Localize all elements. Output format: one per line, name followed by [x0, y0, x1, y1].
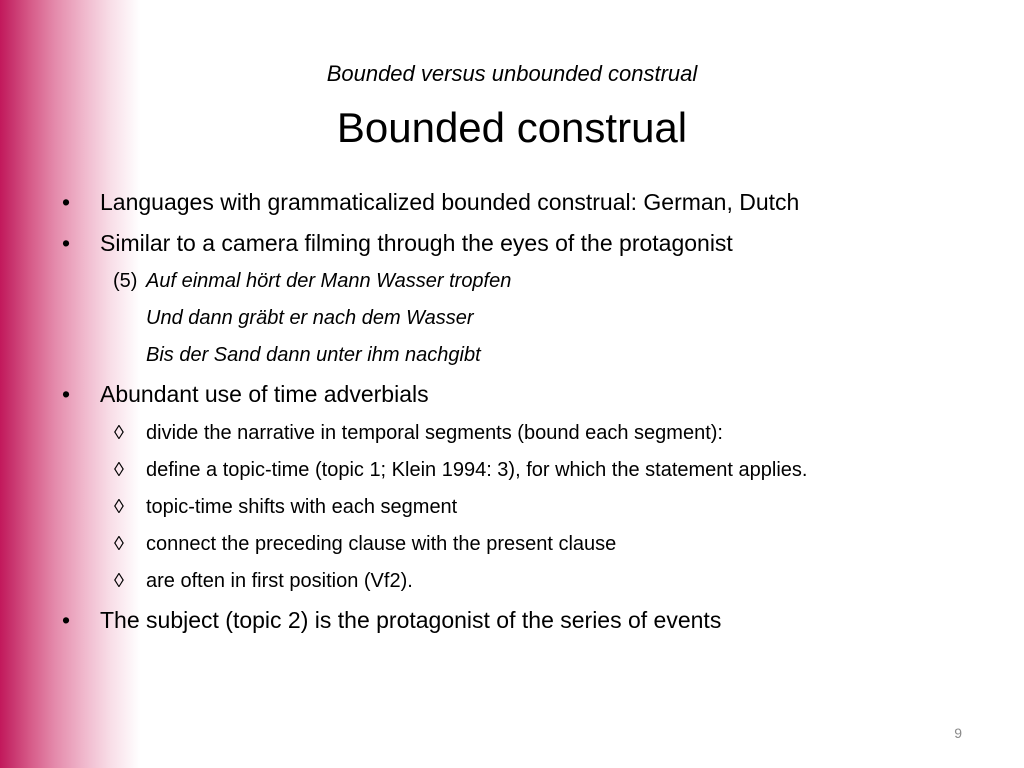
diamond-icon: ◊ — [114, 570, 124, 592]
sub-bullet-text: topic-time shifts with each segment — [146, 496, 458, 518]
diamond-icon: ◊ — [114, 422, 124, 444]
diamond-icon: ◊ — [114, 496, 124, 518]
sub-bullet-text: divide the narrative in temporal segments (bound each segment): — [146, 422, 723, 444]
sub-bullet-item — [0, 568, 1024, 594]
bullet-dot-icon: • — [62, 189, 71, 215]
bullet-dot-icon: • — [62, 381, 71, 407]
bullet-text: Languages with grammaticalized bounded construal: German, Dutch — [100, 189, 800, 215]
bullet-dot-icon: • — [62, 230, 71, 256]
slide-subtitle: Bounded versus unbounded construal — [326, 61, 698, 86]
sub-bullet-text: define a topic-time (topic 1; Klein 1994: 3), for which the statement applies. — [146, 459, 808, 481]
sub-bullet-item — [0, 420, 1024, 446]
example-text: Bis der Sand dann unter ihm nachgibt — [146, 344, 481, 366]
diamond-icon: ◊ — [114, 533, 124, 555]
example-line — [0, 268, 1024, 294]
sub-bullet-item — [0, 457, 1024, 483]
diamond-icon: ◊ — [114, 459, 124, 481]
slide-title: Bounded construal — [336, 104, 688, 151]
bullet-text: Similar to a camera filming through the eyes of the protagonist — [100, 230, 733, 256]
example-text: Und dann gräbt er nach dem Wasser — [146, 307, 474, 329]
bullet-text: Abundant use of time adverbials — [100, 381, 429, 407]
bullet-dot-icon: • — [62, 607, 71, 633]
bullet-text: The subject (topic 2) is the protagonist of the series of events — [100, 607, 722, 633]
example-line — [0, 305, 1024, 331]
example-number: (5) — [113, 270, 138, 292]
sub-bullet-text: are often in first position (Vf2). — [146, 570, 413, 592]
page-number: 9 — [954, 725, 962, 741]
bullet-item — [0, 606, 1024, 636]
bullet-item — [0, 188, 1024, 218]
bullet-item — [0, 380, 1024, 410]
bullet-item — [0, 229, 1024, 259]
sub-bullet-item — [0, 494, 1024, 520]
sub-bullet-item — [0, 531, 1024, 557]
sub-bullet-text: connect the preceding clause with the present clause — [146, 533, 617, 555]
example-line — [0, 342, 1024, 368]
example-text: Auf einmal hört der Mann Wasser tropfen — [146, 270, 512, 292]
